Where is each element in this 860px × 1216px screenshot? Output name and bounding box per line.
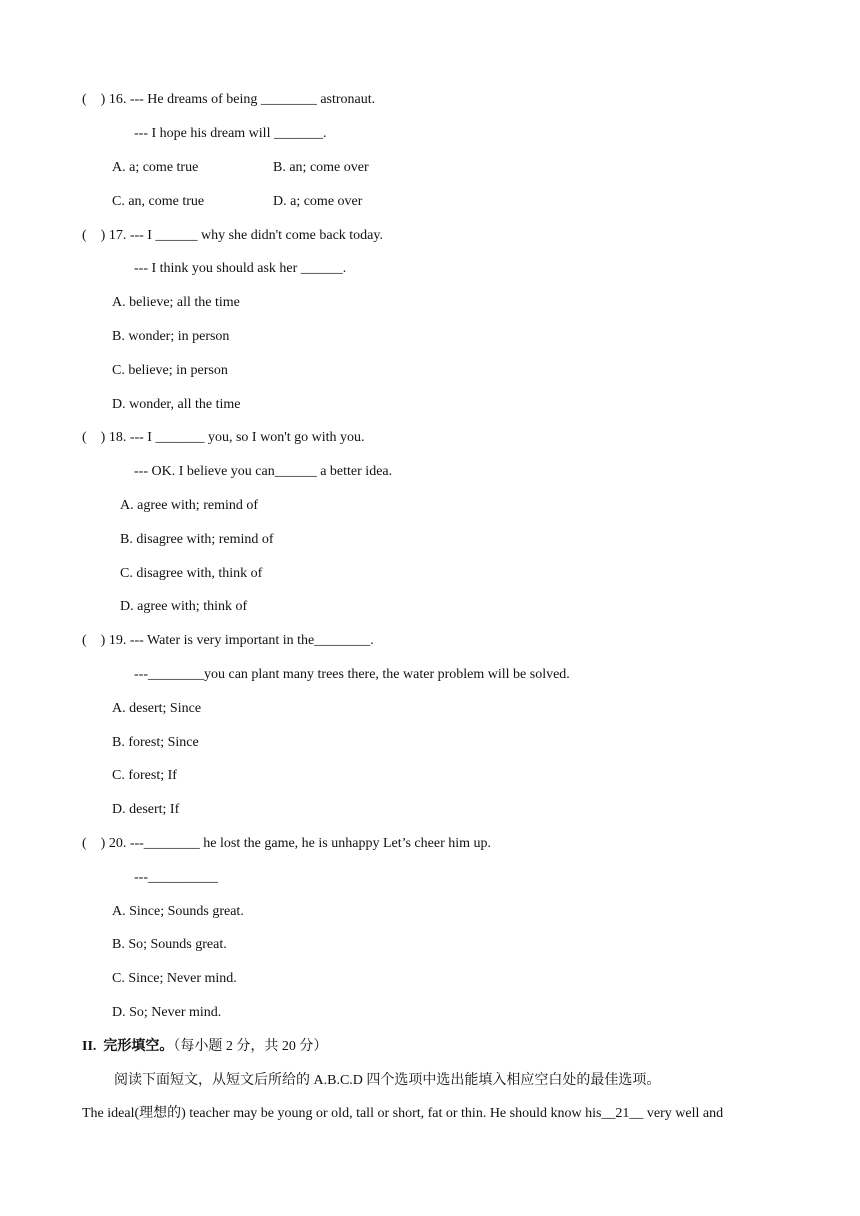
question-17-option-c: C. believe; in person [112,363,228,378]
question-17-option-b: B. wonder; in person [112,329,230,344]
question-18-option-d: D. agree with; think of [120,599,248,614]
question-19-stem: ( ) 19. --- Water is very important in the________. [82,633,374,648]
question-20-stem: ( ) 20. ---________ he lost the game, he is unhappy Let’s cheer him up. [82,836,492,851]
section-title: II. 完形填空。 [82,1039,174,1054]
question-19-reply: ---________you can plant many trees there, the water problem will be solved. [134,667,570,682]
question-20-reply: ---__________ [134,870,218,885]
question-16-option-d: D. a; come over [273,194,363,209]
question-19-option-c: C. forest; If [112,768,177,783]
section-score-note: （每小题 2 分，共 20 分） [173,1039,328,1054]
question-18-option-a: A. agree with; remind of [120,498,259,513]
question-17-reply: --- I think you should ask her ______. [134,261,347,276]
question-19-option-b: B. forest; Since [112,735,199,750]
section-instruction: 阅读下面短文，从短文后所给的 A.B.C.D 四个选项中选出能填入相应空白处的最佳选项。 [114,1073,661,1088]
question-20-option-c: C. Since; Never mind. [112,971,237,986]
question-17-stem: ( ) 17. --- I ______ why she didn't come back today. [82,228,383,243]
question-18-stem: ( ) 18. --- I _______ you, so I won't go with you. [82,430,365,445]
question-18-reply: --- OK. I believe you can______ a better idea. [134,464,393,479]
passage-line: The ideal(理想的) teacher may be young or old, tall or short, fat or thin. He should know his__21__ very well and [82,1106,724,1121]
question-16-stem: ( ) 16. --- He dreams of being ________ astronaut. [82,92,376,107]
question-19-option-d: D. desert; If [112,802,180,817]
question-16-option-a: A. a; come true [112,160,199,175]
question-17-option-d: D. wonder, all the time [112,397,241,412]
question-20-option-b: B. So; Sounds great. [112,937,227,952]
question-18-option-b: B. disagree with; remind of [120,532,274,547]
question-16-option-c: C. an, come true [112,194,205,209]
question-20-option-a: A. Since; Sounds great. [112,904,244,919]
section-heading [82,1038,327,1056]
question-19-option-a: A. desert; Since [112,701,202,716]
question-16-option-b: B. an; come over [273,160,369,175]
question-18-option-c: C. disagree with, think of [120,566,263,581]
question-16-reply: --- I hope his dream will _______. [134,126,327,141]
question-20-option-d: D. So; Never mind. [112,1005,222,1020]
question-17-option-a: A. believe; all the time [112,295,240,310]
